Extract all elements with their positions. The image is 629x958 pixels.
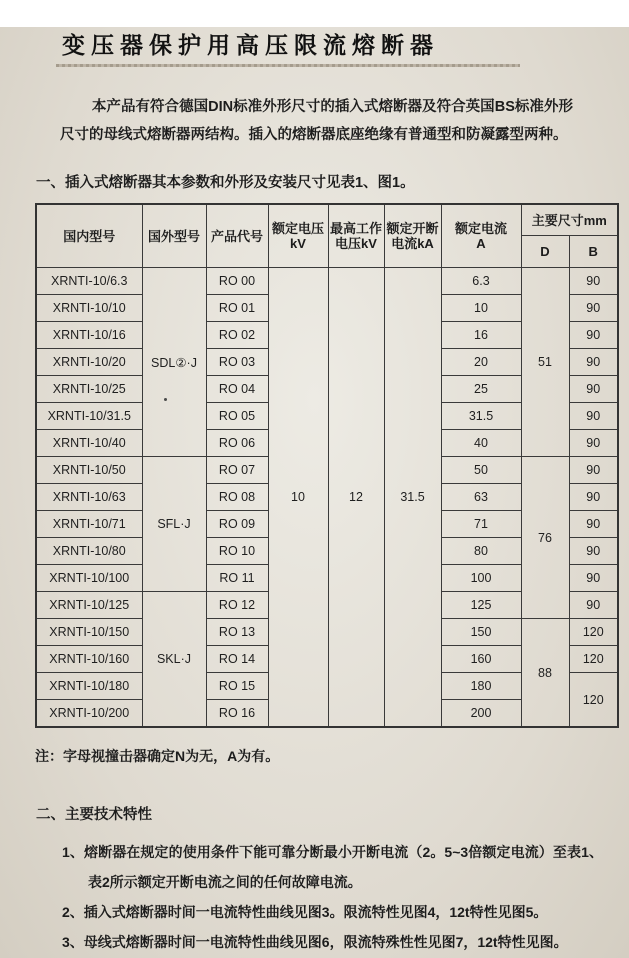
col-header-breaking-current-line1: 额定开断: [386, 221, 439, 236]
rated-current-cell: 200: [441, 700, 521, 728]
col-header-rated-voltage: [268, 204, 328, 268]
domestic-model-cell: XRNTI-10/63: [36, 484, 142, 511]
dim-b-cell: 90: [569, 538, 618, 565]
rated-current-cell: 20: [441, 349, 521, 376]
tech-item-3: 3、母线式熔断器时间一电流特性曲线见图6，限流特殊性性见图7，12t特性见图。: [62, 934, 568, 950]
product-code-cell: RO 08: [206, 484, 268, 511]
col-header-rated-voltage-line1: 额定电压: [271, 221, 324, 236]
rated-current-cell: 6.3: [441, 268, 521, 295]
col-header-max-voltage-line1: 最高工作: [329, 221, 382, 236]
product-code-cell: RO 05: [206, 403, 268, 430]
table-header-row: [36, 204, 618, 236]
title-underline: [56, 64, 520, 67]
dim-b-cell: 120: [569, 646, 618, 673]
document-page: [0, 27, 629, 958]
rated-current-cell: 150: [441, 619, 521, 646]
dim-b-cell: 90: [569, 484, 618, 511]
product-code-cell: RO 12: [206, 592, 268, 619]
dim-b-cell: 90: [569, 457, 618, 484]
col-header-main-dimensions: 主要尺寸mm: [521, 204, 618, 236]
col-header-rated-current: [441, 204, 521, 268]
tech-item-2: 2、插入式熔断器时间一电流特性曲线见图3。限流特性见图4，12t特性见图5。: [62, 904, 548, 920]
section-2-heading: 二、主要技术特性: [36, 807, 152, 823]
max-voltage-cell: 12: [328, 268, 384, 728]
domestic-model-cell: XRNTI-10/6.3: [36, 268, 142, 295]
rated-current-cell: 63: [441, 484, 521, 511]
foreign-model-label: SDL②·J: [151, 355, 197, 370]
product-code-cell: RO 11: [206, 565, 268, 592]
product-code-cell: RO 03: [206, 349, 268, 376]
rated-current-cell: 50: [441, 457, 521, 484]
domestic-model-cell: XRNTI-10/20: [36, 349, 142, 376]
col-header-rated-current-line1: 额定电流: [454, 221, 507, 236]
rated-current-cell: 100: [441, 565, 521, 592]
domestic-model-cell: XRNTI-10/25: [36, 376, 142, 403]
col-header-rated-current-line2: A: [476, 236, 486, 251]
rated-current-cell: 25: [441, 376, 521, 403]
dim-b-cell: 90: [569, 295, 618, 322]
domestic-model-cell: XRNTI-10/40: [36, 430, 142, 457]
col-header-max-voltage-line2: 电压kV: [335, 236, 377, 251]
col-header-dim-b: B: [569, 236, 618, 268]
rated-current-cell: 160: [441, 646, 521, 673]
foreign-model-cell: SKL·J: [142, 592, 206, 728]
dim-b-cell: 90: [569, 511, 618, 538]
product-code-cell: RO 04: [206, 376, 268, 403]
product-code-cell: RO 16: [206, 700, 268, 728]
domestic-model-cell: XRNTI-10/150: [36, 619, 142, 646]
section-1-heading: 一、插入式熔断器其本参数和外形及安装尺寸见表1、图1。: [36, 175, 415, 191]
domestic-model-cell: XRNTI-10/50: [36, 457, 142, 484]
col-header-max-voltage: [328, 204, 384, 268]
rated-current-cell: 16: [441, 322, 521, 349]
col-header-breaking-current: [384, 204, 441, 268]
domestic-model-cell: XRNTI-10/10: [36, 295, 142, 322]
product-code-cell: RO 15: [206, 673, 268, 700]
dim-b-cell: 120: [569, 619, 618, 646]
rated-current-cell: 180: [441, 673, 521, 700]
product-code-cell: RO 07: [206, 457, 268, 484]
foreign-model-cell: [142, 268, 206, 457]
col-header-breaking-current-line2: 电流kA: [391, 236, 434, 251]
domestic-model-cell: XRNTI-10/160: [36, 646, 142, 673]
print-artifact-dot: [164, 398, 167, 401]
dim-b-cell: 90: [569, 349, 618, 376]
domestic-model-cell: XRNTI-10/16: [36, 322, 142, 349]
dim-b-cell: 90: [569, 565, 618, 592]
domestic-model-cell: XRNTI-10/125: [36, 592, 142, 619]
breaking-current-cell: 31.5: [384, 268, 441, 728]
domestic-model-cell: XRNTI-10/71: [36, 511, 142, 538]
dim-d-cell: 76: [521, 457, 569, 619]
intro-paragraph: 本产品有符合德国DIN标准外形尺寸的插入式熔断器及符合英国BS标准外形尺寸的母线式熔断器两结构。插入的熔断器底座绝缘有普通型和防凝露型两种。: [60, 99, 573, 143]
product-code-cell: RO 01: [206, 295, 268, 322]
tech-characteristics-list: [62, 837, 603, 957]
product-code-cell: RO 14: [206, 646, 268, 673]
domestic-model-cell: XRNTI-10/200: [36, 700, 142, 728]
domestic-model-cell: XRNTI-10/80: [36, 538, 142, 565]
rated-voltage-cell: 10: [268, 268, 328, 728]
domestic-model-cell: XRNTI-10/31.5: [36, 403, 142, 430]
table-note: 注：字母视撞击器确定N为无，A为有。: [35, 748, 280, 764]
dim-d-cell: 88: [521, 619, 569, 728]
table-row: [36, 268, 618, 295]
product-code-cell: RO 13: [206, 619, 268, 646]
col-header-domestic-model: 国内型号: [36, 204, 142, 268]
product-code-cell: RO 06: [206, 430, 268, 457]
dim-b-cell: 90: [569, 268, 618, 295]
product-code-cell: RO 00: [206, 268, 268, 295]
dim-d-cell: 51: [521, 268, 569, 457]
page-title: 变压器保护用高压限流熔断器: [62, 32, 439, 58]
product-code-cell: RO 09: [206, 511, 268, 538]
fuse-spec-table: [35, 203, 619, 728]
rated-current-cell: 71: [441, 511, 521, 538]
rated-current-cell: 125: [441, 592, 521, 619]
product-code-cell: RO 02: [206, 322, 268, 349]
col-header-dim-d: D: [521, 236, 569, 268]
dim-b-cell: 90: [569, 592, 618, 619]
dim-b-cell: 90: [569, 403, 618, 430]
rated-current-cell: 80: [441, 538, 521, 565]
col-header-foreign-model: 国外型号: [142, 204, 206, 268]
domestic-model-cell: XRNTI-10/100: [36, 565, 142, 592]
rated-current-cell: 31.5: [441, 403, 521, 430]
dim-b-cell: 90: [569, 376, 618, 403]
rated-current-cell: 10: [441, 295, 521, 322]
dim-b-cell: 90: [569, 322, 618, 349]
rated-current-cell: 40: [441, 430, 521, 457]
col-header-rated-voltage-line2: kV: [290, 236, 306, 251]
col-header-product-code: 产品代号: [206, 204, 268, 268]
dim-b-cell: 120: [569, 673, 618, 728]
tech-item-1: 1、熔断器在规定的使用条件下能可靠分断最小开断电流（2。5~3倍额定电流）至表1、表2所示额定开断电流之间的任何故障电流。: [62, 844, 603, 890]
product-code-cell: RO 10: [206, 538, 268, 565]
domestic-model-cell: XRNTI-10/180: [36, 673, 142, 700]
dim-b-cell: 90: [569, 430, 618, 457]
foreign-model-cell: SFL·J: [142, 457, 206, 592]
